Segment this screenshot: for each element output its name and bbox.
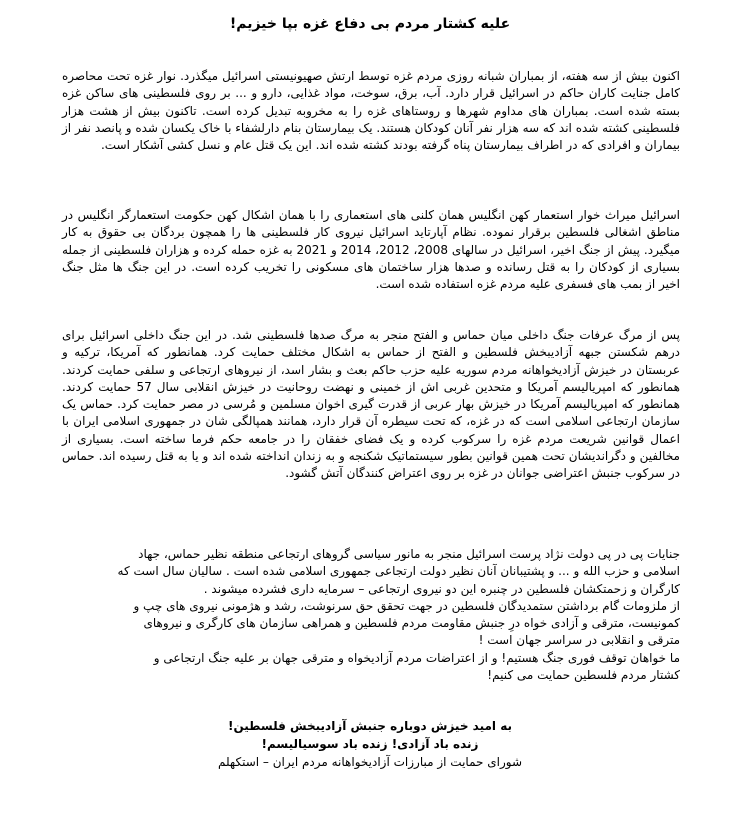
paragraph-4-line: مترقی و انقلابی در سراسر جهان است ! (478, 633, 680, 648)
paragraph-4-line: کمونیست، مترقی و آزادی خواه درِ جنبش مقاومت مردم فلسطین و همراهی سازمان های کارگری و نیروهای (143, 616, 680, 631)
paragraph-4-line: اسلامی و حزب الله و ... و پشتیبانان آنان نظیر دولت ارتجاعی جمهوری اسلامی شده است . سالیان سال است که (117, 564, 680, 579)
paragraph-4 (62, 546, 680, 684)
signature: شورای حمایت از مبارزات آزادیخواهانه مردم ایران – استکهلم (217, 755, 523, 769)
paragraph-4-line: از ملزومات گام برداشتن ستمدیدگان فلسطین در جهت تحقق حق سرنوشت، رشد و هژمونی نیروی های چپ و (133, 598, 680, 613)
paragraph-4-line: کارگران و زحمتکشان فلسطین در چنبره این دو نیروی ارتجاعی – سرمایه داری فشرده میشوند . (203, 581, 680, 596)
closing-slogan-2: زنده باد آزادی! زنده باد سوسیالیسم! (261, 737, 479, 751)
closing-block (0, 717, 740, 771)
paragraph-1: اکنون بیش از سه هفته، از بمباران شبانه روزی مردم غزه توسط ارتش صهیونیستی اسرائیل میگذرد. نوار غزه تحت محاصره کامل جنایت کاران حاکم در اسرائیل قرار دارد. آب، برق، سوخت، مواد غذایی، دارو و ... بر روی فلسطینی های ساکن غزه بسته شده است. بمباران های مداوم شهرها و روستاهای غزه را به مخروبه تبدیل کرده است. تاکنون بیش از هشت هزار فلسطینی کشته شده اند که سه هزار نفر آنان کودکان هستند. یک بیمارستان بنام دارلشفاء با خاک یکسان شده و پانصد نفر از بیماران و افرادی که در اطراف بیمارستان پناه گرفته بودند کشته شده اند. این یک قتل عام و نسل کشی آشکار است. (62, 69, 680, 153)
document-title: علیه کشتار مردم بی دفاع غزه بپا خیزیم! (229, 16, 511, 32)
paragraph-3: پس از مرگ عرفات جنگ داخلی میان حماس و الفتح منجر به مرگ صدها فلسطینی شد. در این جنگ داخلی اسرائیل برای درهم شکستن جبهه آزادیبخش فلسطین و الفتح از حماس به اشکال مختلف حمایت کرد. همانطور که آمریکا، ترکیه و عربستان در خیزش آزادیخواهانه مردم سوریه علیه حزب حاکم بعث و بشار اسد، از نیروهای ارتجاعی و سلفی حمایت کردند. همانطور که امپریالیسم آمریکا و متحدین غربی اش از خمینی و نهضت روحانیت در خیزش انقلابی سال 57 حمایت کردند. همانطور که امپریالیسم آمریکا در خیزش بهار عربی از قدرت گیری اخوان مسلمین و مُرسی در مصر حمایت کرد. حماس یک سازمان ارتجاعی اسلامی است که در غزه، که تحت سیطره آن قرار دارد، همانند همپالگی شان در جمهوری اسلامی ایران با اعمال قوانین شریعت مردم غزه را سرکوب کرده و یک فضای خفقان را در جامعه حکم فرما ساخته است. بسیاری از مخالفین و دگراندیشان تحت همین قوانین بطور سیستماتیک شکنجه و به زندان انداخته شده اند و یا به قتل رسیده اند. حماس در سرکوب جنبش اعتراضی جوانان در غزه بر روی اعتراض کنندگان آتش گشود. (62, 328, 680, 481)
paragraph-4-line: جنایات پی در پی دولت نژاد پرست اسرائیل منجر به مانور سیاسی گروهای ارتجاعی منطقه نظیر حماس، جهاد (138, 547, 680, 561)
paragraph-4-line: ما خواهان توقف فوری جنگ هستیم! و از اعتراضات مردم آزادیخواه و مترقی جهان بر علیه جنگ ارتجاعی و (153, 650, 680, 665)
paragraph-2: اسرائیل میراث خوار استعمار کهن انگلیس همان کلنی های استعماری را با همان اشکال کهن حکومت استعمارگر انگلیس در مناطق اشغالی فلسطین برقرار نموده. نظام آپارتاید اسرائیل نیروی کار فلسطینی ها را همچون بردگان بی حقوق به کار میگیرد. پیش از جنگ اخیر، اسرائیل در سالهای 2008، 2012، 2014 و 2021 به غزه حمله کرده و هزاران فلسطینی از جمله بسیاری از کودکان را به قتل رسانده و صدها هزار ساختمان های مسکونی را تخریب کرده است. در این جنگ ها مثل جنگ اخیر از بمب های فسفری علیه مردم غزه استفاده شده است. (62, 208, 681, 292)
closing-slogan-1: به امید خیزش دوباره جنبش آزادیبخش فلسطین! (228, 719, 512, 733)
paragraph-4-line: کشتار مردم فلسطین حمایت می کنیم! (487, 668, 680, 683)
